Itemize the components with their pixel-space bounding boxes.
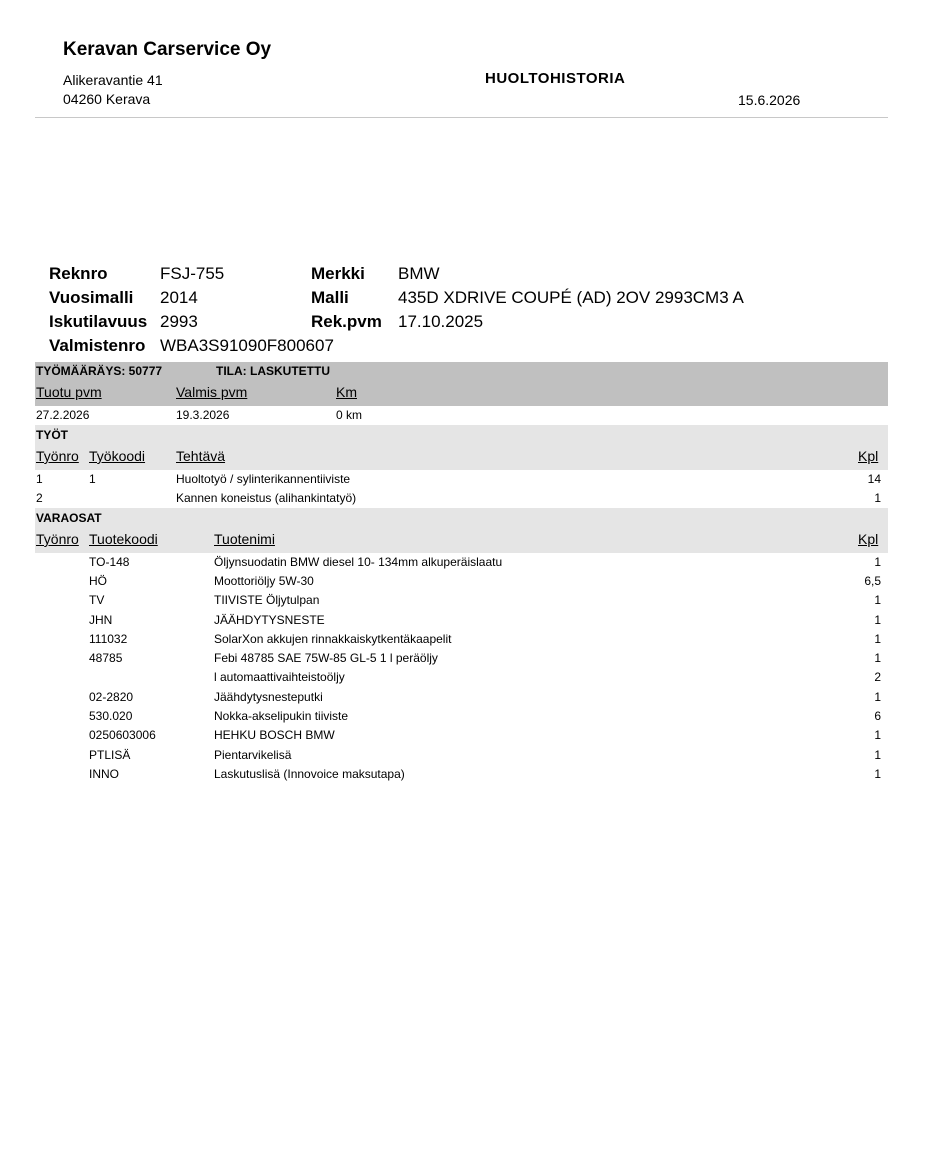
part-kpl: 1 — [874, 690, 881, 704]
km-value: 0 km — [336, 408, 363, 422]
part-code: 48785 — [89, 651, 123, 665]
parts-col-tyonro: Työnro — [36, 531, 79, 547]
col-header-tuotu-pvm: Tuotu pvm — [36, 384, 102, 400]
works-section-title: TYÖT — [36, 428, 68, 442]
part-code: JHN — [89, 613, 113, 627]
part-code: 0250603006 — [89, 728, 156, 742]
works-col-kpl: Kpl — [858, 448, 879, 464]
company-address-city: 04260 Kerava — [63, 91, 151, 107]
malli-label: Malli — [311, 288, 349, 307]
part-name: Nokka-akselipukin tiiviste — [214, 709, 349, 723]
vuosimalli-value: 2014 — [160, 288, 198, 307]
company-name: Keravan Carservice Oy — [63, 39, 272, 60]
company-address-street: Alikeravantie 41 — [63, 72, 163, 88]
works-header-band — [35, 425, 888, 470]
work-order-number: TYÖMÄÄRÄYS: 50777 — [36, 364, 163, 378]
rekpvm-value: 17.10.2025 — [398, 312, 484, 331]
part-name: SolarXon akkujen rinnakkaiskytkentäkaapelit — [214, 632, 452, 646]
part-code: TO-148 — [89, 555, 130, 569]
malli-value: 435D XDRIVE COUPÉ (AD) 2OV 2993CM3 A — [398, 288, 744, 307]
tuotu-pvm-value: 27.2.2026 — [36, 408, 90, 422]
reknro-label: Reknro — [49, 264, 108, 283]
col-header-valmis-pvm: Valmis pvm — [176, 384, 248, 400]
col-header-km: Km — [336, 384, 357, 400]
part-name: Jäähdytysnesteputki — [214, 690, 323, 704]
part-kpl: 1 — [874, 632, 881, 646]
part-code: INNO — [89, 767, 119, 781]
part-kpl: 6 — [874, 709, 881, 723]
part-kpl: 1 — [874, 651, 881, 665]
parts-col-kpl: Kpl — [858, 531, 879, 547]
parts-header-band — [35, 508, 888, 553]
part-kpl: 1 — [874, 593, 881, 607]
part-kpl: 6,5 — [864, 574, 881, 588]
vuosimalli-label: Vuosimalli — [49, 288, 134, 307]
reknro-value: FSJ-755 — [160, 264, 225, 283]
merkki-label: Merkki — [311, 264, 365, 283]
part-name: Laskutuslisä (Innovoice maksutapa) — [214, 767, 405, 781]
part-code: 02-2820 — [89, 690, 134, 704]
work-tehtava: Huoltotyö / sylinterikannentiiviste — [176, 472, 351, 486]
work-tyokoodi: 1 — [89, 472, 96, 486]
part-code: 111032 — [89, 632, 128, 646]
part-name: HEHKU BOSCH BMW — [214, 728, 335, 742]
document-date: 15.6.2026 — [738, 92, 801, 108]
part-kpl: 2 — [874, 670, 881, 684]
works-col-tyokoodi: Työkoodi — [89, 448, 146, 464]
part-code: HÖ — [89, 574, 107, 588]
parts-col-tuotekoodi: Tuotekoodi — [89, 531, 158, 547]
rekpvm-label: Rek.pvm — [311, 312, 382, 331]
part-name: Pientarvikelisä — [214, 748, 292, 762]
work-tyonro: 2 — [36, 491, 43, 505]
work-order-header-band — [35, 362, 888, 406]
work-tyonro: 1 — [36, 472, 43, 486]
part-name: Moottoriöljy 5W-30 — [214, 574, 314, 588]
part-code: 530.020 — [89, 709, 133, 723]
works-col-tehtava: Tehtävä — [176, 448, 226, 464]
header-divider — [35, 117, 888, 118]
part-name: JÄÄHDYTYSNESTE — [214, 613, 325, 627]
part-code: PTLISÄ — [89, 748, 131, 762]
part-kpl: 1 — [874, 728, 881, 742]
valmistenro-label: Valmistenro — [49, 336, 146, 355]
part-kpl: 1 — [874, 613, 881, 627]
work-order-status: TILA: LASKUTETTU — [216, 364, 330, 378]
work-kpl: 1 — [874, 491, 881, 505]
part-kpl: 1 — [874, 767, 881, 781]
document-title: HUOLTOHISTORIA — [485, 70, 626, 87]
part-kpl: 1 — [874, 748, 881, 762]
works-col-tyonro: Työnro — [36, 448, 79, 464]
iskutilavuus-value: 2993 — [160, 312, 198, 331]
part-kpl: 1 — [874, 555, 881, 569]
work-tehtava: Kannen koneistus (alihankintatyö) — [176, 491, 357, 505]
part-code: TV — [89, 593, 105, 607]
valmistenro-value: WBA3S91090F800607 — [160, 336, 334, 355]
parts-section-title: VARAOSAT — [36, 511, 102, 525]
merkki-value: BMW — [398, 264, 440, 283]
iskutilavuus-label: Iskutilavuus — [49, 312, 148, 331]
work-kpl: 14 — [867, 472, 881, 486]
part-name: Febi 48785 SAE 75W-85 GL-5 1 l peräöljy — [214, 651, 438, 665]
part-name: l automaattivaihteistoöljy — [214, 670, 345, 684]
part-name: Öljynsuodatin BMW diesel 10- 134mm alkuperäislaatu — [214, 555, 503, 569]
part-name: TIIVISTE Öljytulpan — [214, 593, 320, 607]
parts-col-tuotenimi: Tuotenimi — [214, 531, 275, 547]
valmis-pvm-value: 19.3.2026 — [176, 408, 230, 422]
